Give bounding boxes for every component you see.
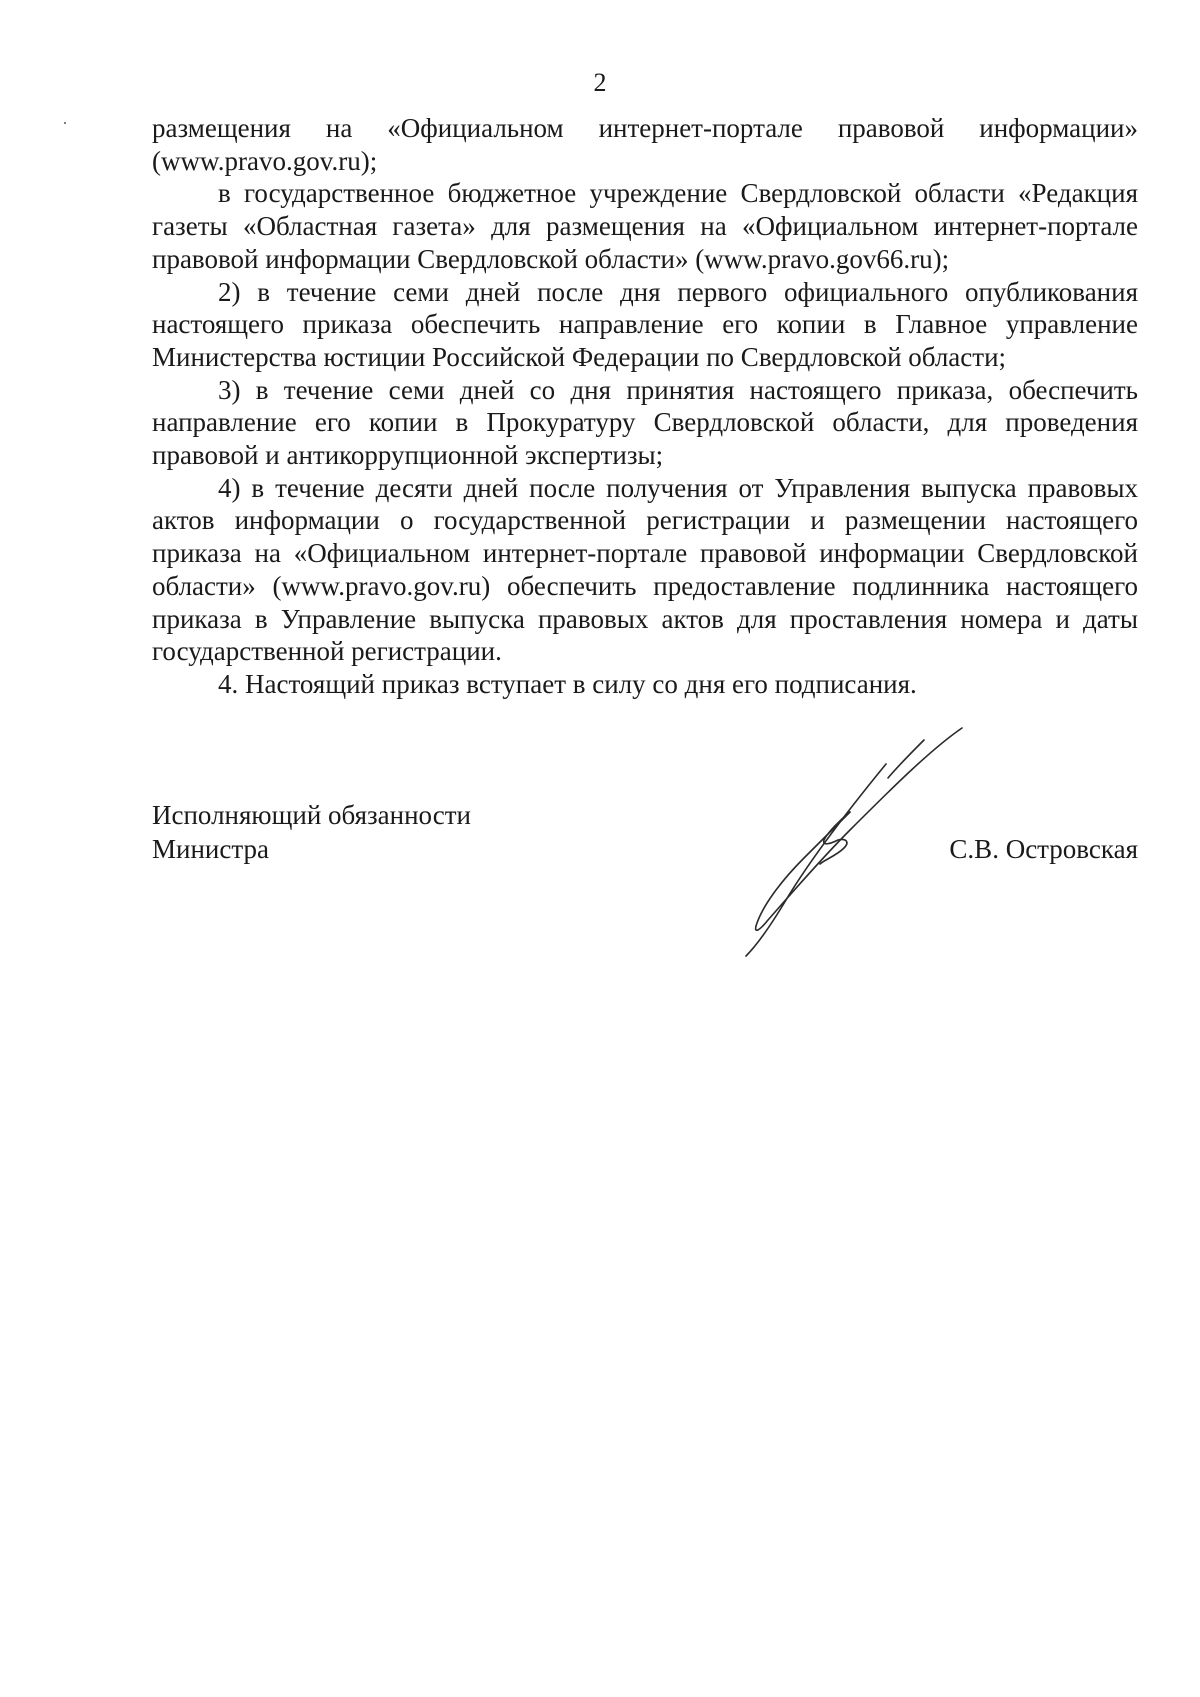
signatory-title	[152, 798, 471, 866]
signatory-name: С.В. Островская	[949, 834, 1138, 864]
signature-stroke-top	[888, 740, 924, 778]
paragraph-item-2: 2) в течение семи дней после дня первого официального опубликования настоящего приказа обеспечить направление его копии в Главное управление Министерства юстиции Российской Федерации по Свердловской области;	[152, 276, 1138, 372]
paragraph-clause-4: 4. Настоящий приказ вступает в силу со дня его подписания.	[218, 668, 917, 699]
paragraph-publication-pravo-gov: размещения на «Официальном интернет-портале правовой информации» (www.pravo.gov.ru);	[152, 113, 1138, 176]
scan-speck	[64, 122, 66, 124]
signatory-title-line1: Исполняющий обязанности	[152, 800, 471, 830]
signature-stroke-tail	[746, 764, 886, 956]
page-number: 2	[593, 68, 607, 97]
document-body	[152, 112, 1138, 701]
handwritten-signature	[700, 720, 970, 960]
paragraph-publication-oblastnaya-gazeta: в государственное бюджетное учреждение Свердловской области «Редакция газеты «Областная газета» для размещения на «Официальном интернет-портале правовой информации Свердловской области» (www.pravo.gov66.ru);	[152, 178, 1138, 274]
paragraph-item-3: 3) в течение семи дней со дня принятия настоящего приказа, обеспечить направление его копии в Прокуратуру Свердловской области, для проведения правовой и антикоррупционной экспертизы;	[152, 374, 1138, 471]
paragraph-item-4: 4) в течение десяти дней после получения от Управления выпуска правовых актов информации о государственной регистрации и размещении настоящего приказа на «Официальном интернет-портале правовой информации Свердловской области» (www.pravo.gov.ru) обеспечить предоставление подлинника настоящего приказа в Управление выпуска правовых актов для проставления номера и даты государственной регистрации.	[152, 472, 1138, 667]
signatory-title-line2: Министра	[152, 834, 269, 864]
